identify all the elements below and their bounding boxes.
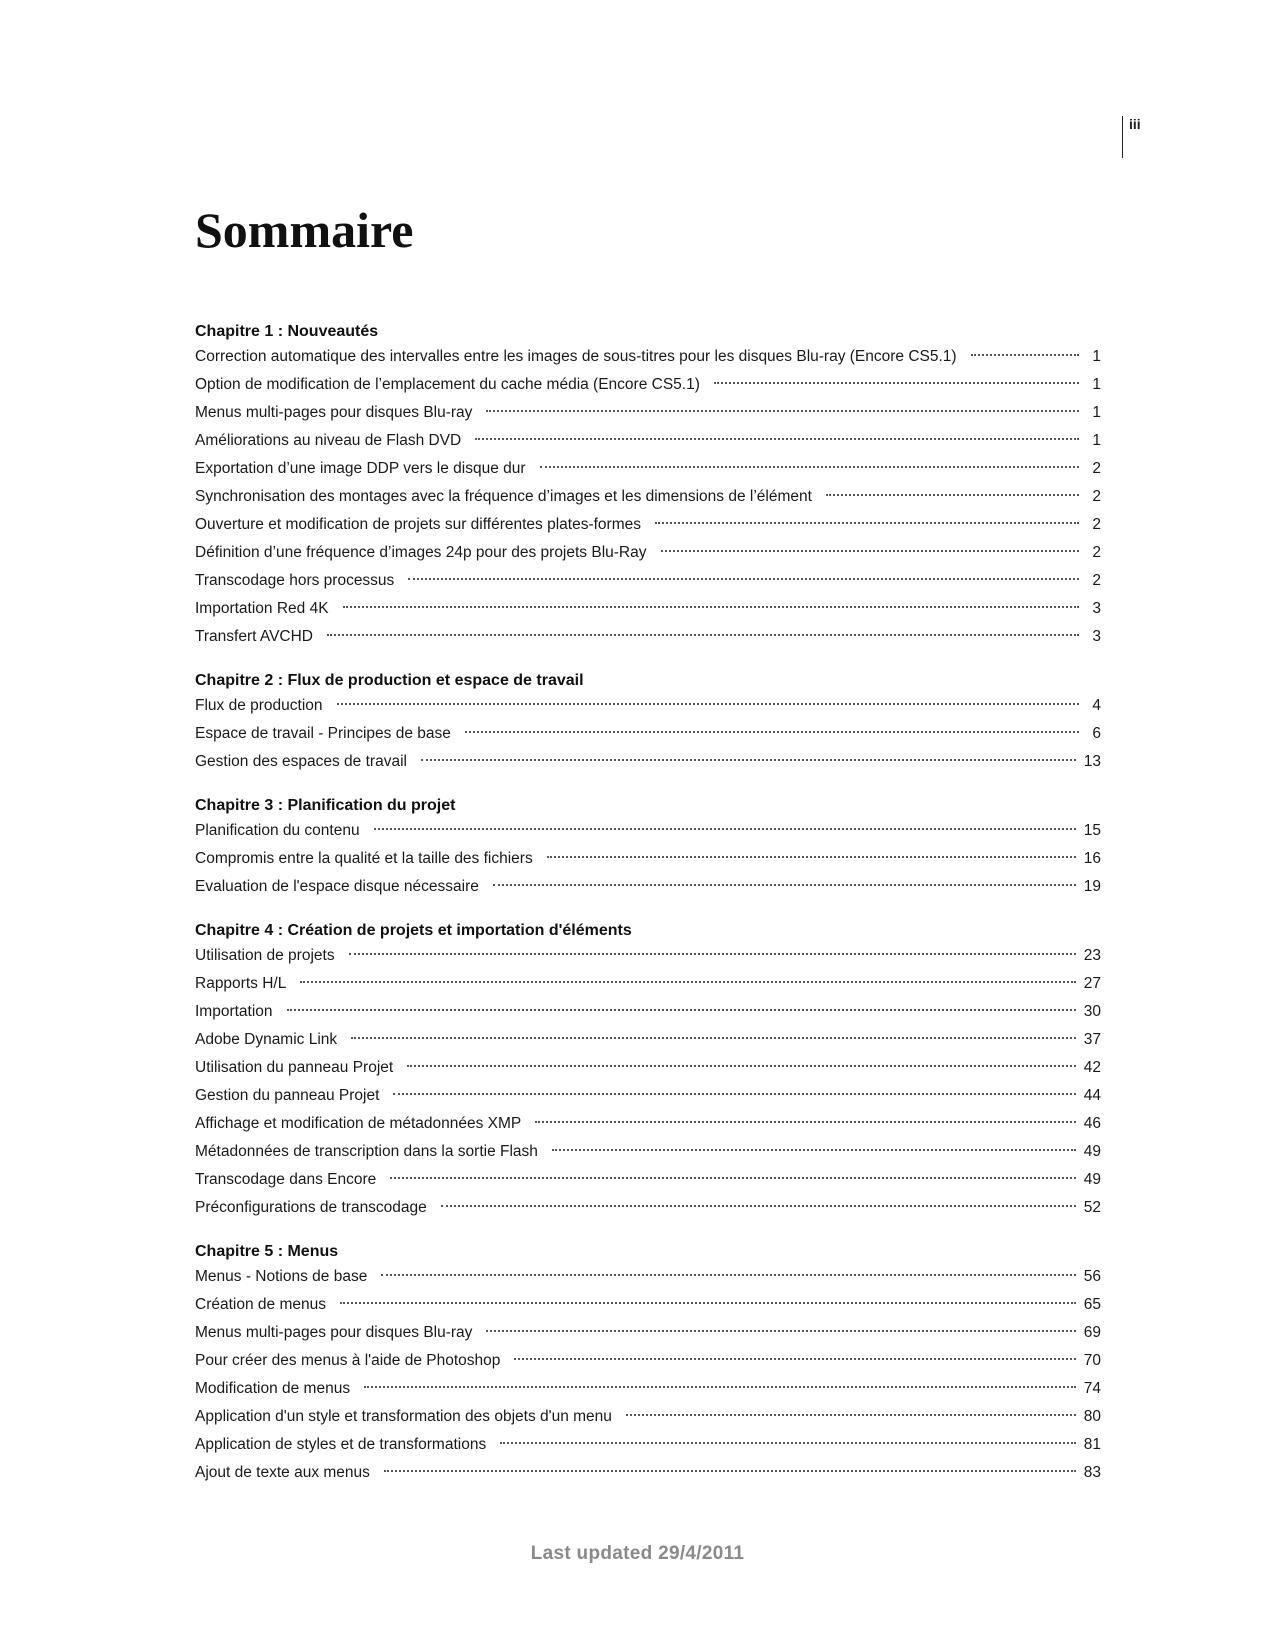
dot-leader: [486, 1330, 1075, 1332]
toc-entry[interactable]: [195, 1319, 1101, 1347]
toc-entry[interactable]: [195, 511, 1101, 539]
dot-leader: [493, 884, 1076, 886]
toc-entry-page: 3: [1092, 600, 1101, 617]
toc-entry[interactable]: [195, 1431, 1101, 1459]
toc-entry-label: Menus multi-pages pour disques Blu-ray: [195, 1324, 473, 1341]
toc-entry-label: Création de menus: [195, 1296, 326, 1313]
dot-leader: [486, 410, 1079, 412]
toc-entry[interactable]: [195, 1026, 1101, 1054]
toc-entry-page: 2: [1092, 572, 1101, 589]
chapter-section: [195, 920, 1101, 1222]
toc-entry-label: Importation Red 4K: [195, 600, 329, 617]
toc-entry[interactable]: [195, 845, 1101, 873]
toc-entry[interactable]: [195, 1459, 1101, 1487]
toc-entry-label: Evaluation de l'espace disque nécessaire: [195, 878, 479, 895]
dot-leader: [475, 438, 1079, 440]
toc-entry-label: Améliorations au niveau de Flash DVD: [195, 432, 462, 449]
toc-entry-page: 19: [1083, 878, 1101, 895]
toc-entry[interactable]: [195, 1347, 1101, 1375]
chapter-title[interactable]: Chapitre 2 : Flux de production et espace de travail: [195, 672, 584, 689]
toc-entry-page: 56: [1083, 1268, 1101, 1285]
toc-entry[interactable]: [195, 455, 1101, 483]
toc-entry[interactable]: [195, 1138, 1101, 1166]
toc-entry-label: Application d'un style et transformation des objets d'un menu: [195, 1408, 612, 1425]
dot-leader: [514, 1358, 1075, 1360]
dot-leader: [465, 731, 1079, 733]
dot-leader: [500, 1442, 1076, 1444]
toc-entry-page: 3: [1092, 628, 1101, 645]
toc-entry-page: 65: [1083, 1296, 1101, 1313]
toc-entry-label: Métadonnées de transcription dans la sortie Flash: [195, 1143, 538, 1160]
chapter-title[interactable]: Chapitre 1 : Nouveautés: [195, 323, 379, 340]
dot-leader: [826, 494, 1079, 496]
toc-entry-label: Affichage et modification de métadonnées XMP: [195, 1115, 522, 1132]
dot-leader: [971, 354, 1079, 356]
toc-entry[interactable]: [195, 873, 1101, 901]
toc-entry[interactable]: [195, 427, 1101, 455]
toc-entry-page: 37: [1083, 1031, 1101, 1048]
toc-entry-label: Flux de production: [195, 697, 323, 714]
dot-leader: [408, 578, 1079, 580]
toc-entry-label: Transcodage dans Encore: [195, 1171, 377, 1188]
toc-entry-page: 69: [1083, 1324, 1101, 1341]
toc-entry[interactable]: [195, 595, 1101, 623]
toc-entry-label: Modification de menus: [195, 1380, 351, 1397]
toc-entry-label: Exportation d’une image DDP vers le disque dur: [195, 460, 526, 477]
dot-leader: [547, 856, 1076, 858]
toc-entry[interactable]: [195, 343, 1101, 371]
dot-leader: [390, 1177, 1076, 1179]
chapter-section: [195, 670, 1101, 776]
toc-entry[interactable]: [195, 748, 1101, 776]
toc-entry[interactable]: [195, 998, 1101, 1026]
toc-entry-page: 44: [1083, 1087, 1101, 1104]
chapter-section: [195, 321, 1101, 651]
dot-leader: [661, 550, 1080, 552]
dot-leader: [300, 981, 1075, 983]
toc-entry-page: 1: [1092, 432, 1101, 449]
toc-entry-page: 27: [1083, 975, 1101, 992]
toc-entry-page: 46: [1083, 1115, 1101, 1132]
toc-entry-page: 16: [1083, 850, 1101, 867]
toc-entry-page: 15: [1083, 822, 1101, 839]
dot-leader: [655, 522, 1079, 524]
dot-leader: [552, 1149, 1076, 1151]
toc-entry-label: Application de styles et de transformations: [195, 1436, 487, 1453]
toc-entry[interactable]: [195, 539, 1101, 567]
toc-entry[interactable]: [195, 692, 1101, 720]
toc-entry-label: Gestion des espaces de travail: [195, 753, 407, 770]
toc-entry-page: 49: [1083, 1171, 1101, 1188]
dot-leader: [364, 1386, 1076, 1388]
toc-entry-page: 42: [1083, 1059, 1101, 1076]
toc-entry[interactable]: [195, 1403, 1101, 1431]
toc-entry-label: Menus multi-pages pour disques Blu-ray: [195, 404, 473, 421]
dot-leader: [535, 1121, 1075, 1123]
footer-last-updated: Last updated 29/4/2011: [530, 1543, 745, 1564]
toc-entry[interactable]: [195, 942, 1101, 970]
toc-entry-page: 1: [1092, 404, 1101, 421]
dot-leader: [337, 703, 1079, 705]
toc-entry-page: 2: [1092, 516, 1101, 533]
chapter-title[interactable]: Chapitre 5 : Menus: [195, 1243, 339, 1260]
toc-entry-page: 80: [1083, 1408, 1101, 1425]
page-title: Sommaire: [195, 202, 414, 258]
toc-entry[interactable]: [195, 1263, 1101, 1291]
toc-entry-label: Rapports H/L: [195, 975, 287, 992]
toc-entry-label: Gestion du panneau Projet: [195, 1087, 380, 1104]
dot-leader: [384, 1470, 1076, 1472]
chapter-title[interactable]: Chapitre 4 : Création de projets et importation d'éléments: [195, 922, 632, 939]
toc-entry[interactable]: [195, 371, 1101, 399]
toc-entry-label: Adobe Dynamic Link: [195, 1031, 338, 1048]
dot-leader: [393, 1093, 1075, 1095]
toc-entry-page: 74: [1083, 1380, 1101, 1397]
toc-entry-page: 2: [1092, 544, 1101, 561]
toc-entry[interactable]: [195, 1110, 1101, 1138]
page-number: iii: [1129, 116, 1141, 132]
toc-entry[interactable]: [195, 817, 1101, 845]
toc-entry-label: Option de modification de l’emplacement du cache média (Encore CS5.1): [195, 376, 700, 393]
toc-entry-page: 2: [1092, 488, 1101, 505]
dot-leader: [327, 634, 1079, 636]
toc-entry-page: 2: [1092, 460, 1101, 477]
dot-leader: [441, 1205, 1076, 1207]
dot-leader: [540, 466, 1079, 468]
toc-entry-label: Transfert AVCHD: [195, 628, 313, 645]
toc-entry-page: 23: [1083, 947, 1101, 964]
toc-entry-page: 83: [1083, 1464, 1101, 1481]
dot-leader: [714, 382, 1079, 384]
dot-leader: [407, 1065, 1076, 1067]
toc-entry-page: 49: [1083, 1143, 1101, 1160]
toc-entry[interactable]: [195, 1082, 1101, 1110]
dot-leader: [381, 1274, 1075, 1276]
toc-entry-label: Préconfigurations de transcodage: [195, 1199, 427, 1216]
toc-entry[interactable]: [195, 720, 1101, 748]
toc-entry-label: Synchronisation des montages avec la fréquence d’images et les dimensions de l’élément: [195, 488, 812, 505]
toc-entry-label: Espace de travail - Principes de base: [195, 725, 451, 742]
dot-leader: [374, 828, 1076, 830]
dot-leader: [343, 606, 1079, 608]
toc-entry-label: Utilisation du panneau Projet: [195, 1059, 394, 1076]
dot-leader: [349, 953, 1076, 955]
toc-entry-label: Définition d’une fréquence d’images 24p pour des projets Blu-Ray: [195, 544, 647, 561]
dot-leader: [351, 1037, 1076, 1039]
toc-entry-label: Pour créer des menus à l'aide de Photoshop: [195, 1352, 501, 1369]
toc-entry-label: Utilisation de projets: [195, 947, 335, 964]
dot-leader: [421, 759, 1076, 761]
toc-entry[interactable]: [195, 1054, 1101, 1082]
dot-leader: [287, 1009, 1076, 1011]
toc-entry-label: Ajout de texte aux menus: [195, 1464, 370, 1481]
table-of-contents: [195, 321, 1101, 1506]
toc-entry-page: 70: [1083, 1352, 1101, 1369]
toc-entry-label: Transcodage hors processus: [195, 572, 395, 589]
toc-entry-page: 1: [1092, 348, 1101, 365]
toc-entry-page: 4: [1092, 697, 1101, 714]
toc-entry-label: Ouverture et modification de projets sur différentes plates-formes: [195, 516, 641, 533]
toc-entry[interactable]: [195, 1166, 1101, 1194]
chapter-section: [195, 795, 1101, 901]
toc-entry[interactable]: [195, 399, 1101, 427]
toc-entry[interactable]: [195, 970, 1101, 998]
toc-entry[interactable]: [195, 567, 1101, 595]
toc-entry-page: 30: [1083, 1003, 1101, 1020]
toc-entry-page: 1: [1092, 376, 1101, 393]
toc-entry-page: 81: [1083, 1436, 1101, 1453]
dot-leader: [626, 1414, 1076, 1416]
toc-entry[interactable]: [195, 623, 1101, 651]
toc-entry-page: 52: [1083, 1199, 1101, 1216]
toc-entry-page: 6: [1092, 725, 1101, 742]
chapter-title[interactable]: Chapitre 3 : Planification du projet: [195, 797, 456, 814]
toc-entry-page: 13: [1083, 753, 1101, 770]
toc-entry[interactable]: [195, 1375, 1101, 1403]
chapter-section: [195, 1241, 1101, 1487]
toc-entry-label: Importation: [195, 1003, 273, 1020]
page-number-marker: [1122, 116, 1141, 158]
dot-leader: [340, 1302, 1076, 1304]
toc-entry-label: Planification du contenu: [195, 822, 360, 839]
toc-entry-label: Compromis entre la qualité et la taille des fichiers: [195, 850, 533, 867]
toc-entry-label: Menus - Notions de base: [195, 1268, 368, 1285]
toc-entry[interactable]: [195, 1194, 1101, 1222]
toc-entry[interactable]: [195, 1291, 1101, 1319]
toc-entry-label: Correction automatique des intervalles entre les images de sous-titres pour les disques Blu-ray (Encore CS5.1): [195, 348, 957, 365]
toc-entry[interactable]: [195, 483, 1101, 511]
